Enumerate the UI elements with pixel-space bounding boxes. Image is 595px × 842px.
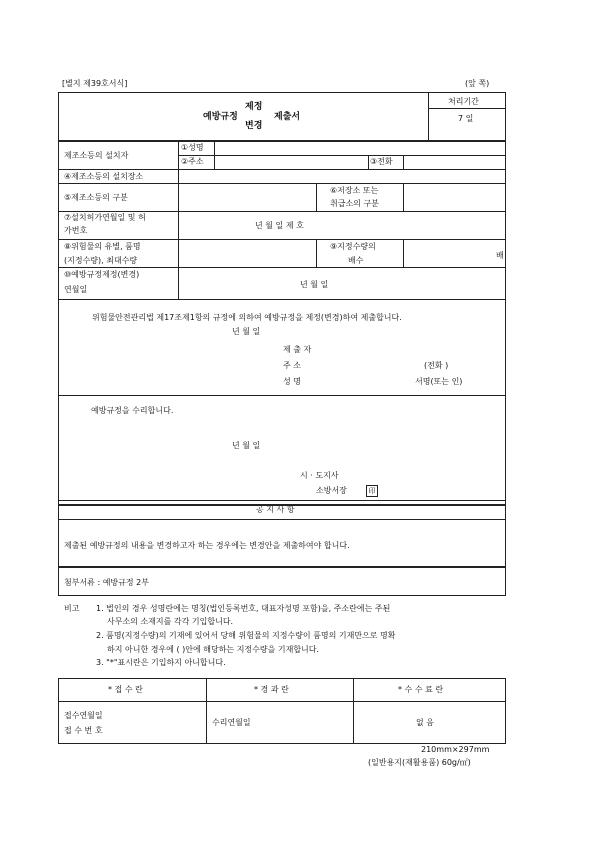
phone-label: ③전화 [370,157,393,166]
multiple-label-line2: 배수 [348,256,364,265]
submitter-name-label: 성 명 [283,377,301,386]
signature-label: 서명(또는 인) [415,377,463,386]
title-stack-top: 제정 [245,102,263,112]
name-label: ①성명 [181,143,204,152]
permit-label-line1: ⑦설치허가연월일 및 허 [64,213,146,222]
attachment-text: 첨부서류 : 예방규정 2부 [64,578,149,587]
reception-column-header: * 접 수 란 [108,685,143,694]
submitter-phone: (전화 ) [424,361,449,370]
form-number: [별지 제39호서식] [62,79,128,88]
rule-date-label-line1: ⑩예방규정제정(변경) [64,270,140,279]
submitter-label: 제 출 자 [283,345,312,354]
declaration-date: 년 월 일 [232,327,261,336]
remark-1a: 1. 법인의 경우 성명란에는 명칭(법인등록번호, 대표자성명 포함)을, 주소란에는 주된 [96,604,391,613]
authority-line1: 시 · 도지사 [300,471,339,480]
remark-2b: 하지 아니한 경우에 ( )안에 해당하는 지정수량을 기재합니다. [107,645,320,654]
processing-period-label: 처리기간 [448,97,479,106]
title-suffix: 제출서 [274,112,301,122]
official-seal-icon: 印 [366,485,378,497]
remark-1b: 사무소의 소재지를 각각 기입합니다. [107,617,234,626]
title-prefix: 예방규정 [203,112,238,122]
multiple-unit: 배 [496,251,504,260]
submitter-address-label: 주 소 [283,361,301,370]
category-label: ⑤제조소등의 구분 [64,193,128,202]
progress-column-header: * 경 과 란 [254,685,289,694]
material-label-line1: ⑧위험물의 유별, 품명 [64,242,141,251]
paper-spec: (일반용지(재활용품) 60g/㎡) [368,758,471,767]
storage-type-label-line1: ⑥저장소 또는 [330,186,379,195]
multiple-label-line1: ⑨지정수량의 [330,242,376,251]
installer-label: 제조소등의 설치자 [64,151,129,160]
permit-label-line2: 가번호 [64,226,88,235]
authority-line2: 소방서장 [316,486,347,495]
notice-heading: 공 지 사 항 [256,505,295,514]
fee-value: 없 음 [416,718,434,727]
acceptance-text: 예방규정을 수리합니다. [91,406,174,415]
remark-2a: 2. 품명(지정수량)의 기재에 있어서 당해 위험물의 지정수량이 품명의 기재만으로 명확 [96,631,396,640]
notice-text: 제출된 예방규정의 내용을 변경하고자 하는 경우에는 변경안을 제출하여야 합니다. [64,541,350,550]
reception-number-label: 접 수 번 호 [64,726,103,735]
acceptance-date-label: 수리연월일 [212,718,251,727]
remarks-label: 비고 [64,604,80,613]
storage-type-label-line2: 취급소의 구분 [330,199,379,208]
processing-period-value: 7 일 [458,114,474,123]
paper-size: 210mm×297mm [421,745,490,754]
fee-column-header: * 수 수 료 란 [398,685,444,694]
reception-date-label: 접수연월일 [64,711,103,720]
page-side-label: (앞 쪽) [465,79,490,88]
declaration-text: 위험물안전관리법 제17조제1항의 규정에 의하여 예방규정을 제정(변경)하여 제출합니다. [92,313,402,322]
rule-date-value: 년 월 일 [300,280,329,289]
material-label-line2: (지정수량), 최대수량 [64,256,138,265]
title-stack-bottom: 변경 [245,121,263,131]
address-label: ②주소 [181,157,204,166]
location-label: ④제조소등의 설치장소 [64,172,144,181]
rule-date-label-line2: 연월일 [64,285,88,294]
acceptance-date: 년 월 일 [232,441,261,450]
remark-3: 3. "*"표시란은 기입하지 아니합니다. [96,658,226,667]
notice-box [58,505,506,567]
permit-date-value: 년 월 일 제 호 [255,221,304,230]
